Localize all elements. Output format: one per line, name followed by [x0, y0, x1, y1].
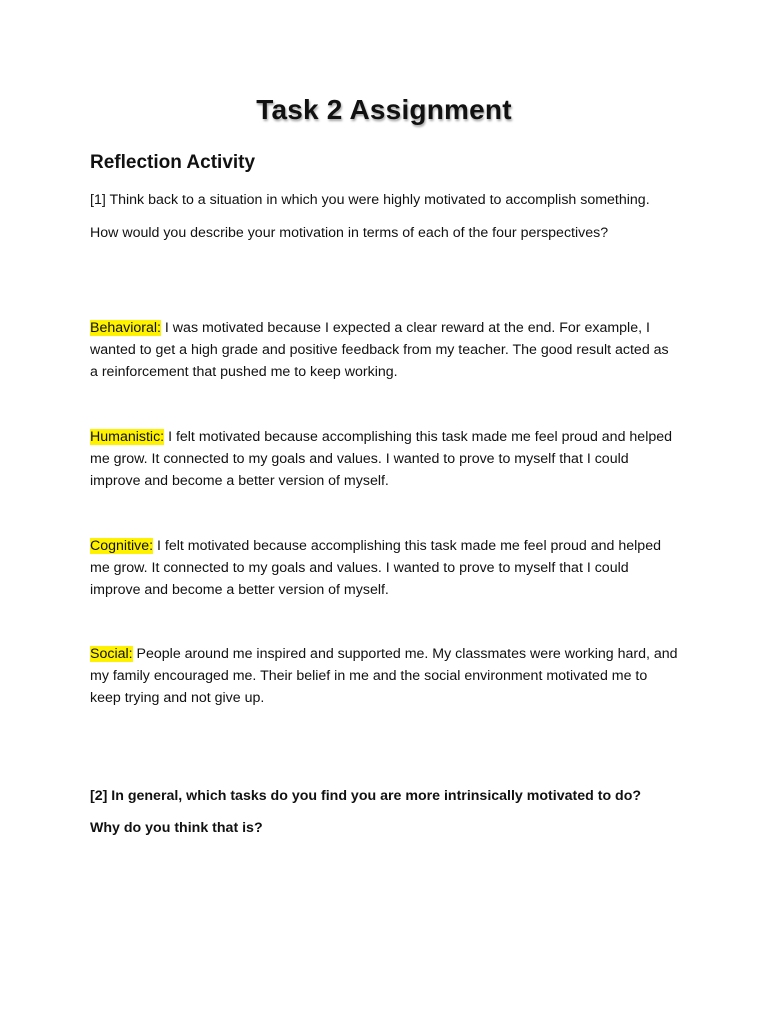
- answer-behavioral: [90, 318, 680, 383]
- answer-cognitive: [90, 536, 680, 601]
- question-2-line-2: Why do you think that is?: [90, 820, 263, 836]
- question-2-line-1: [2] In general, which tasks do you find you are more intrinsically motivated to do?: [90, 788, 642, 804]
- question-1-line-2: How would you describe your motivation in terms of each of the four perspectives?: [90, 225, 609, 241]
- cognitive-label: Cognitive:: [90, 538, 154, 554]
- cognitive-text: I felt motivated because accomplishing this task made me feel proud and helped me grow. It connected to my goals and values. I wanted to prove to myself that I could improve and become a better version of myself.: [90, 538, 661, 598]
- humanistic-label: Humanistic:: [90, 429, 165, 445]
- social-label: Social:: [90, 646, 133, 662]
- answer-social: [90, 644, 680, 709]
- behavioral-label: Behavioral:: [90, 320, 161, 336]
- question-1-line-1: [1] Think back to a situation in which you were highly motivated to accomplish something.: [90, 192, 650, 208]
- answer-humanistic: [90, 427, 680, 492]
- document-title: Task 2 Assignment: [256, 94, 512, 125]
- behavioral-text: I was motivated because I expected a clear reward at the end. For example, I wanted to get a high grade and positive feedback from my teacher. The good result acted as a reinforcement that pushed me to keep working.: [90, 320, 669, 380]
- humanistic-text: I felt motivated because accomplishing this task made me feel proud and helped me grow. It connected to my goals and values. I wanted to prove to myself that I could improve and become a better version of myself.: [90, 429, 673, 489]
- section-title: Reflection Activity: [90, 152, 256, 173]
- social-text: People around me inspired and supported me. My classmates were working hard, and my family encouraged me. Their belief in me and the social environment motivated me to keep trying and not give up.: [90, 646, 678, 706]
